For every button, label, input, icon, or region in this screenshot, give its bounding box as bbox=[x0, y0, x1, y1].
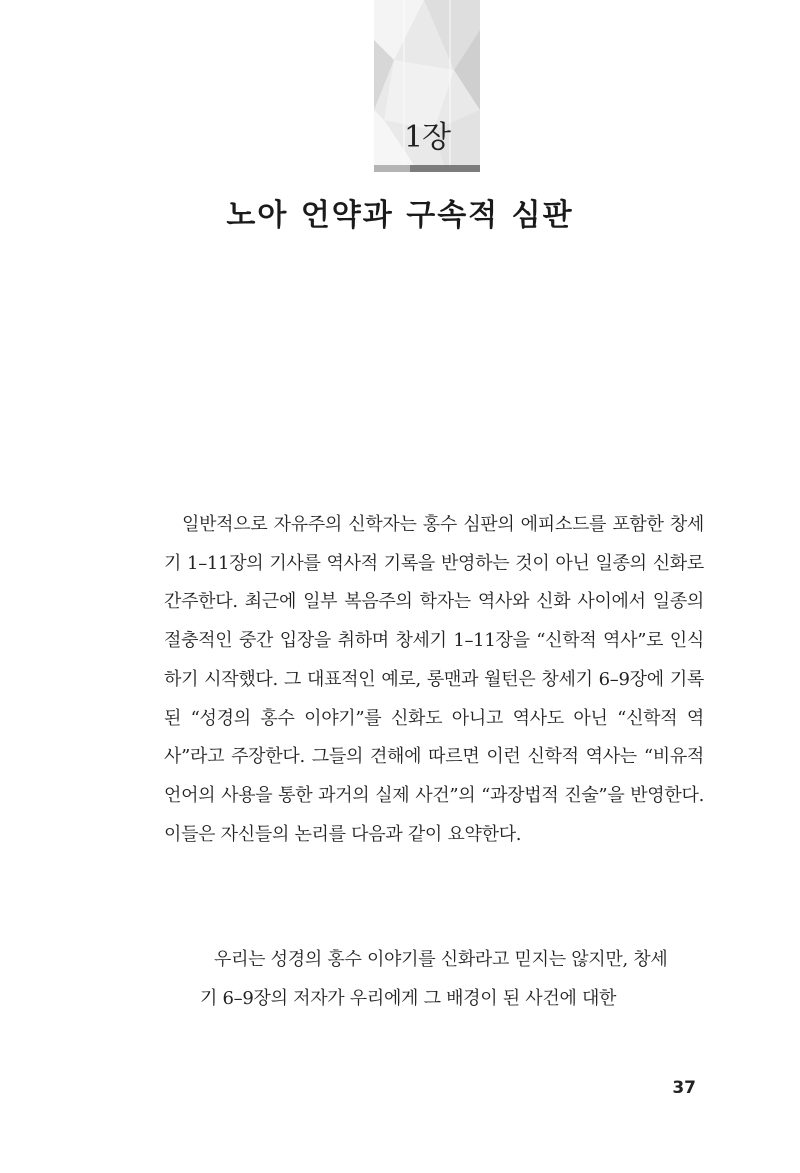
chapter-number: 1장 bbox=[403, 120, 451, 155]
chapter-tab bbox=[374, 0, 480, 172]
chapter-title: 노아 언약과 구속적 심판 bbox=[226, 198, 574, 233]
page-number: 37 bbox=[672, 1078, 696, 1098]
body-paragraph: 일반적으로 자유주의 신학자는 홍수 심판의 에피소드를 포함한 창세기 1–11장의 기사를 역사적 기록을 반영하는 것이 아닌 일종의 신화로 간주한다. 최근에 일부 복음주의 학자는 역사와 신화 사이에서 일종의 절충적인 중간 입장을 취하며 창세기 1–11장을 “신학적 역사”로 인식하기 시작했다. 그 대표적인 예로, 롱맨과 월턴은 창세기 6–9장에 기록된 “성경의 홍수 이야기”를 신화도 아니고 역사도 아닌 “신학적 역사”라고 주장한다. 그들의 견해에 따르면 이런 신학적 역사는 “비유적 언어의 사용을 통한 과거의 실제 사건”의 “과장법적 진술”을 반영한다. 이들은 자신들의 논리를 다음과 같이 요약한다. bbox=[164, 514, 704, 845]
chapter-tab-band-accent bbox=[410, 165, 480, 172]
body-text bbox=[164, 506, 704, 854]
block-quote-text: 우리는 성경의 홍수 이야기를 신화라고 믿지는 않지만, 창세기 6–9장의 저자가 우리에게 그 배경이 된 사건에 대한 bbox=[200, 949, 668, 1009]
block-quote bbox=[200, 940, 670, 1018]
